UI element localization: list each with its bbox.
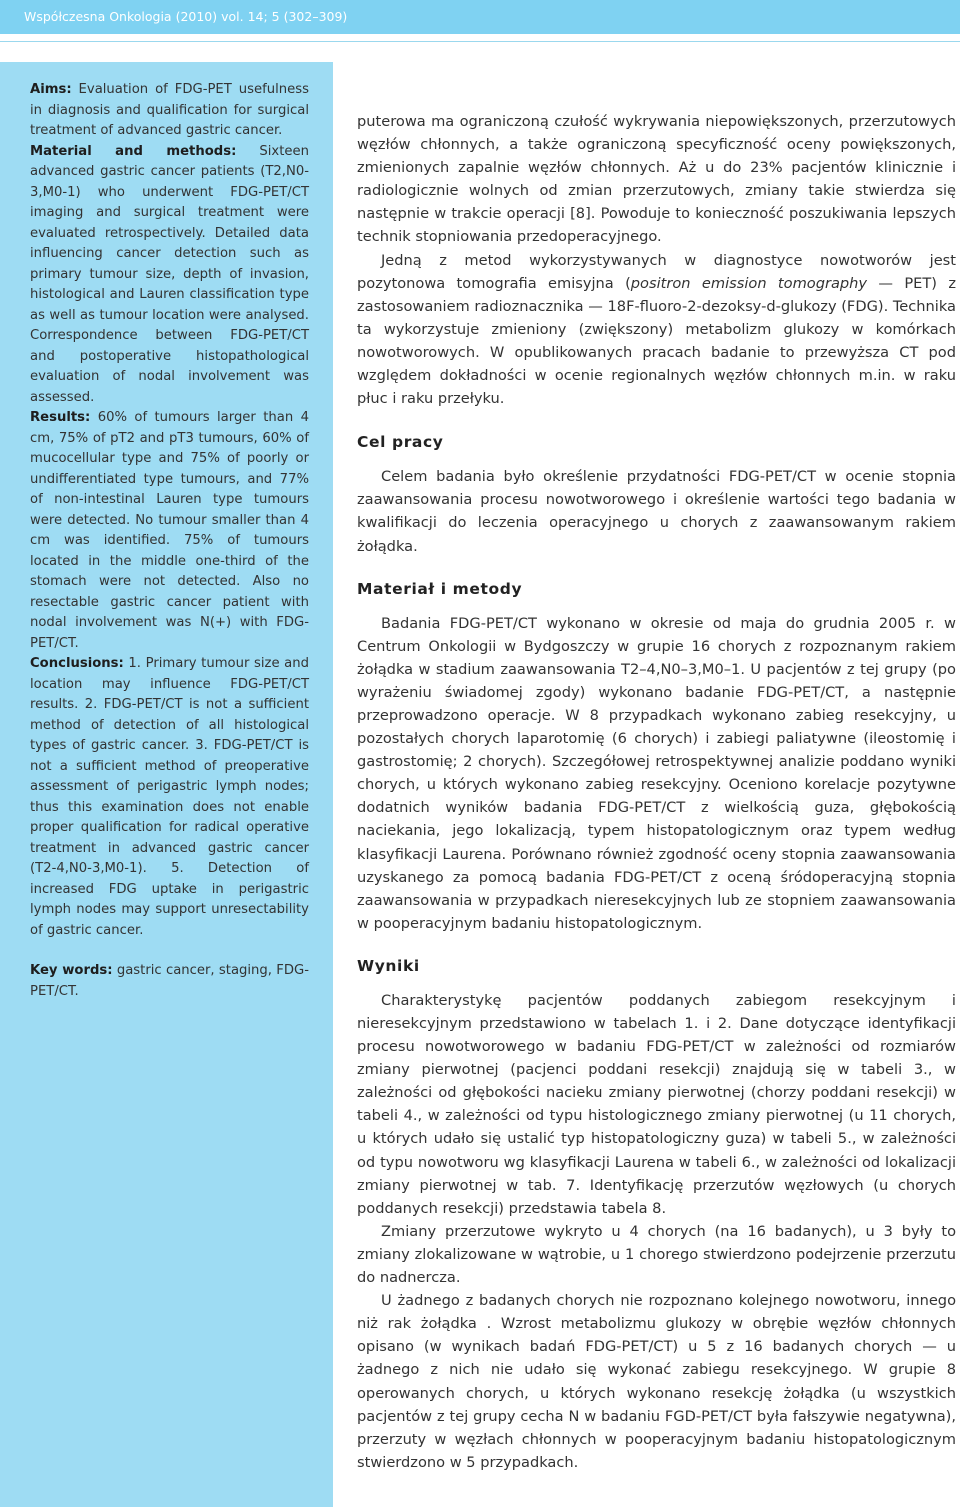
- methods-label: Material and methods:: [30, 143, 237, 159]
- article-body: [357, 110, 956, 1474]
- intro-p2-end: — PET) z zastosowaniem radioznacznika — 18F-fluoro-2-dezoksy-d-glukozy (FDG). Technika ta wykorzystuje zmieniony (zwiększony) metabolizm glukozy w komórkach nowotworowych. W opublikowanych pracach badanie to przewyższa CT pod względem dokładności w ocenie regionalnych węzłów chłonnych m.in. w raku płuc i raku przełyku.: [357, 274, 956, 408]
- journal-header-bar: [0, 0, 960, 34]
- results-paragraph-3: U żadnego z badanych chorych nie rozpoznano kolejnego nowotworu, innego niż rak żołądka . Wzrost metabolizmu glukozy w obrębie węzłów chłonnych opisano (w wynikach badań FDG-PET/CT) u 5 z 16 badanych chorych — u żadnego z nich nie udało się wykonać zabiegu resekcyjnego. W grupie 8 operowanych chorych, u których wykonano resekcję żołądka (u wszystkich pacjentów z tej grupy cecha N w badaniu FGD-PET/CT była fałszywie negatywna), przerzuty w węzłach chłonnych w pooperacyjnym badaniu histopatologicznym stwierdzono w 5 przypadkach.: [357, 1292, 956, 1471]
- abstract-aims: [30, 80, 309, 142]
- results-label: Results:: [30, 410, 91, 425]
- aim-paragraph: Celem badania było określenie przydatności FDG-PET/CT w ocenie stopnia zaawansowania procesu nowotworowego i określenie wartości tego badania w kwalifikacji do leczenia operacyjnego u chorych z zaawansowanym rakiem żołądka.: [357, 468, 956, 555]
- aims-text: Evaluation of FDG-PET usefulness in diagnosis and qualification for surgical treatment of advanced gastric cancer.: [30, 82, 309, 138]
- abstract-conclusions: [30, 654, 309, 941]
- aims-label: Aims:: [30, 82, 72, 97]
- intro-p2-start: Jedną z metod wykorzystywanych w diagnostyce nowotworów jest pozytonowa tomografia emisyjna (: [357, 251, 956, 292]
- methods-paragraph: Badania FDG-PET/CT wykonano w okresie od maja do grudnia 2005 r. w Centrum Onkologii w Bydgoszczy w grupie 16 chorych z rozpoznanym rakiem żołądka w stadium zaawansowania T2–4,N0–3,M0–1. U pacjentów z tej grupy (po wyrażeniu świadomej zgody) wykonano badanie FDG-PET/CT, a następnie przeprowadzono operacje. W 8 przypadkach wykonano zabieg resekcyjny, u pozostałych chorych laparotomię (6 chorych) i zabiegi paliatywne (ileostomię i gastrostomię; 2 chorych). Szczegółowej retrospektywnej analizie poddano wyniki chorych, u których wykonano zabieg resekcyjny. Oceniono korelacje pozytywne dodatnich wyników badania FDG-PET/CT z wielkością guza, głębokością naciekania, jego lokalizacją, typem histopatologicznym oraz typem według klasyfikacji Laurena. Porównano również zgodność oceny stopnia zaawansowania uzyskanego za pomocą badania FDG-PET/CT z oceną śródoperacyjną stopnia zaawansowania w przypadkach nieresekcyjnych lub ze stopniem zaawansowania w pooperacyjnym badaniu histopatologicznym.: [357, 614, 956, 932]
- heading-methods: Materiał i metody: [357, 579, 523, 598]
- intro-paragraph-2: [357, 249, 956, 411]
- intro-p2-italic: positron emission tomography: [630, 274, 868, 292]
- abstract-results: [30, 408, 309, 654]
- keywords-text: gastric cancer, staging, FDG-PET/CT.: [30, 963, 309, 999]
- results-paragraph-2: Zmiany przerzutowe wykryto u 4 chorych (na 16 badanych), u 3 były to zmiany zlokalizowane w wątrobie, u 1 chorego stwierdzono podejrzenie przerzutu do nadnercza.: [357, 1222, 956, 1287]
- abstract-methods: [30, 142, 309, 409]
- keywords-label: Key words:: [30, 963, 113, 978]
- results-paragraph-1: Charakterystykę pacjentów poddanych zabiegom resekcyjnym i nieresekcyjnym przedstawiono w tabelach 1. i 2. Dane dotyczące identyfikacji procesu nowotworowego w badaniu FDG-PET/CT w zależności od rozmiarów zmiany pierwotnej (pacjenci poddani resekcji) znajdują się w tabeli 3., w zależności od głębokości nacieku zmiany pierwotnej (chorzy poddani resekcji) w tabeli 4., w zależności od typu histologicznego zmiany pierwotnej (u 11 chorych, u których udało się ustalić typ histopatologiczny guza) w tabeli 5., w zależności od typu nowotworu wg klasyfikacji Laurena w tabeli 6., w zależności od lokalizacji zmiany pierwotnej w tab. 7. Identyfikację przerzutów węzłowych (u chorych poddanych resekcji) przedstawia tabela 8.: [357, 991, 956, 1217]
- methods-text: Sixteen advanced gastric cancer patients (T2,N0-3,M0-1) who underwent FDG-PET/CT imaging and surgical treatment were evaluated retrospectively. Detailed data influencing cancer detection such as primary tumour size, depth of invasion, histological and Lauren classification type as well as tumour location were analysed. Correspondence between FDG-PET/CT and postoperative histopathological evaluation of nodal involvement was assessed.: [30, 143, 309, 405]
- header-divider: [0, 41, 960, 42]
- journal-citation: Współczesna Onkologia (2010) vol. 14; 5 (302–309): [24, 9, 348, 24]
- heading-results: Wyniki: [357, 956, 420, 975]
- conclusions-label: Conclusions:: [30, 656, 124, 671]
- abstract-keywords: [30, 961, 309, 1002]
- heading-aim: Cel pracy: [357, 433, 444, 452]
- abstract-column: [30, 80, 309, 1002]
- conclusions-text: 1. Primary tumour size and location may influence FDG-PET/CT results. 2. FDG-PET/CT is not a sufficient method of detection of all histological types of gastric cancer. 3. FDG-PET/CT is not a sufficient method of preoperative assessment of perigastric lymph nodes; thus this examination does not enable proper qualification for radical operative treatment in advanced gastric cancer (T2-4,N0-3,M0-1). 5. Detection of increased FDG uptake in perigastric lymph nodes may support unresectability of gastric cancer.: [30, 656, 309, 938]
- intro-paragraph-1: puterowa ma ograniczoną czułość wykrywania niepowiększonych, przerzutowych węzłów chłonnych, a także ograniczoną specyficzność oceny powiększonych, zmienionych zapalnie węzłów chłonnych. Aż u do 23% pacjentów klinicznie i radiologicznie wolnych od zmian przerzutowych, zmiany takie stwierdza się następnie w trakcie operacji [8]. Powoduje to konieczność poszukiwania lepszych technik stopniowania przedoperacyjnego.: [357, 113, 956, 246]
- results-text: 60% of tumours larger than 4 cm, 75% of pT2 and pT3 tumours, 60% of mucocellular type and 75% of poorly or undifferentiated type tumours, and 77% of non-intestinal Lauren type tumours were detected. No tumour smaller than 4 cm was identified. 75% of tumours located in the middle one-third of the stomach were not detected. Also no resectable gastric cancer patient with nodal involvement was N(+) with FDG-PET/CT.: [30, 410, 309, 651]
